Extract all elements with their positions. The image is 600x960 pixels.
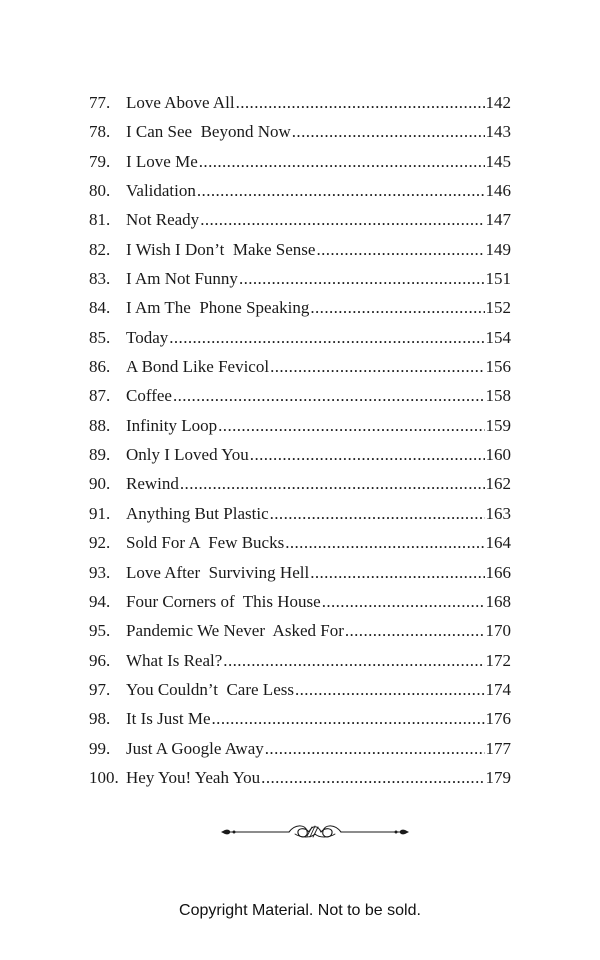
- dot-leader: [265, 734, 485, 763]
- toc-entry-number: 85.: [89, 327, 111, 347]
- toc-entry[interactable]: [89, 147, 511, 176]
- ornament-left-curl: [289, 826, 309, 837]
- toc-entry-number: 86.: [89, 357, 111, 377]
- dot-leader: [285, 528, 484, 557]
- dot-leader: [197, 176, 485, 205]
- toc-entry-number: 97.: [89, 679, 111, 699]
- ornament-divider-icon: [219, 820, 411, 844]
- toc-entry-page: 146: [485, 181, 511, 201]
- dot-leader: [261, 763, 484, 792]
- toc-entry[interactable]: [89, 704, 511, 733]
- dot-leader: [218, 411, 484, 440]
- toc-entry-title: It Is Just Me: [126, 709, 211, 729]
- dot-leader: [173, 381, 485, 410]
- dot-leader: [310, 558, 484, 587]
- dot-leader: [200, 205, 484, 234]
- dot-leader: [310, 293, 484, 322]
- toc-entry[interactable]: [89, 264, 511, 293]
- toc-entry-title: Just A Google Away: [126, 738, 264, 758]
- toc-entry-number: 83.: [89, 269, 111, 289]
- toc-entry-number: 98.: [89, 709, 111, 729]
- toc-entry[interactable]: [89, 587, 511, 616]
- toc-entry-number: 88.: [89, 415, 111, 435]
- dot-leader: [270, 499, 485, 528]
- toc-entry-title: A Bond Like Fevicol: [126, 357, 270, 377]
- toc-entry[interactable]: [89, 558, 511, 587]
- toc-entry-title: Today: [126, 327, 169, 347]
- toc-entry-page: 142: [485, 93, 511, 112]
- ornament-right-curl: [321, 826, 341, 837]
- toc-entry-title: You Couldn’t Care Less: [126, 679, 294, 699]
- toc-entry[interactable]: [89, 411, 511, 440]
- toc-entry-title: I Wish I Don’t Make Sense: [126, 239, 316, 259]
- toc-entry-title: Coffee: [126, 386, 172, 406]
- toc-entry-title: Pandemic We Never Asked For: [126, 621, 344, 641]
- toc-entry-page: 158: [485, 386, 511, 406]
- ornament-underline: [295, 834, 335, 837]
- toc-entry-page: 159: [485, 415, 511, 435]
- toc-entry-page: 162: [485, 474, 511, 494]
- toc-entry-number: 82.: [89, 239, 111, 259]
- toc-entry-page: 154: [485, 327, 511, 347]
- toc-entry-title: I Am Not Funny: [126, 269, 238, 289]
- toc-entry[interactable]: [89, 176, 511, 205]
- toc-entry-title: Love Above All: [126, 93, 235, 112]
- dot-leader: [180, 469, 485, 498]
- toc-entry-number: 91.: [89, 503, 111, 523]
- dot-leader: [169, 323, 484, 352]
- toc-entry-page: 151: [485, 269, 511, 289]
- toc-entry-page: 147: [485, 210, 511, 230]
- toc-entry-title: Rewind: [126, 474, 179, 494]
- toc-entry-number: 87.: [89, 386, 111, 406]
- toc-entry[interactable]: [89, 528, 511, 557]
- toc-entry-page: 164: [485, 533, 511, 553]
- toc-entry-number: 77.: [89, 93, 111, 112]
- toc-entry[interactable]: [89, 352, 511, 381]
- dot-leader: [292, 117, 485, 146]
- toc-entry[interactable]: [89, 235, 511, 264]
- dot-leader: [199, 147, 485, 176]
- toc-entry[interactable]: [89, 646, 511, 675]
- toc-entry-page: 152: [485, 298, 511, 318]
- toc-entry-title: Love After Surviving Hell: [126, 562, 310, 582]
- dot-leader: [270, 352, 484, 381]
- toc-entry-title: Hey You! Yeah You: [126, 767, 261, 787]
- toc-entry-title: Infinity Loop: [126, 415, 218, 435]
- toc-entry-title: Four Corners of This House: [126, 591, 321, 611]
- toc-entry-page: 172: [485, 650, 511, 670]
- toc-entry-page: 176: [485, 709, 511, 729]
- toc-entry[interactable]: [89, 205, 511, 234]
- toc-entry-title: I Can See Beyond Now: [126, 122, 291, 142]
- toc-entry-number: 89.: [89, 445, 111, 465]
- toc-entry-number: 84.: [89, 298, 111, 318]
- copyright-footer: Copyright Material. Not to be sold.: [179, 902, 421, 919]
- toc-entry-number: 99.: [89, 738, 111, 758]
- dot-leader: [212, 704, 485, 733]
- toc-entry-page: 174: [485, 679, 511, 699]
- toc-entry-page: 143: [485, 122, 511, 142]
- toc-entry-title: Validation: [126, 181, 196, 201]
- toc-entry-page: 166: [485, 562, 511, 582]
- toc-entry[interactable]: [89, 117, 511, 146]
- toc-entry-number: 95.: [89, 621, 111, 641]
- toc-entry-page: 149: [485, 239, 511, 259]
- dot-leader: [223, 646, 484, 675]
- dot-leader: [295, 675, 485, 704]
- toc-entry-title: I Love Me: [126, 151, 198, 171]
- ornament-left-tip: [221, 830, 225, 834]
- toc-entry-number: 79.: [89, 151, 111, 171]
- toc-entry-number: 90.: [89, 474, 111, 494]
- toc-entry-title: Only I Loved You: [126, 445, 249, 465]
- toc-entry-title: I Am The Phone Speaking: [126, 298, 310, 318]
- toc-entry-number: 100.: [89, 767, 119, 787]
- toc-entry-number: 94.: [89, 591, 111, 611]
- toc-entry[interactable]: [89, 675, 511, 704]
- toc-entry-page: 179: [485, 767, 511, 787]
- dot-leader: [316, 235, 484, 264]
- toc-entry-title: Not Ready: [126, 210, 200, 230]
- toc-entry-page: 156: [485, 357, 511, 377]
- toc-entry-number: 92.: [89, 533, 111, 553]
- toc-entry-number: 80.: [89, 181, 111, 201]
- dot-leader: [236, 88, 485, 117]
- table-of-contents: [89, 88, 511, 792]
- toc-entry[interactable]: [89, 734, 511, 763]
- toc-entry[interactable]: [89, 440, 511, 469]
- toc-entry[interactable]: [89, 293, 511, 322]
- toc-entry-number: 96.: [89, 650, 111, 670]
- toc-entry-page: 160: [485, 445, 511, 465]
- toc-entry-title: Anything But Plastic: [126, 503, 269, 523]
- toc-entry-page: 170: [485, 621, 511, 641]
- toc-entry[interactable]: [89, 616, 511, 645]
- dot-leader: [322, 587, 485, 616]
- toc-entry-number: 78.: [89, 122, 111, 142]
- dot-leader: [250, 440, 485, 469]
- toc-entry[interactable]: [89, 469, 511, 498]
- toc-entry[interactable]: [89, 88, 511, 117]
- toc-entry[interactable]: [89, 323, 511, 352]
- toc-entry-number: 81.: [89, 210, 111, 230]
- toc-entry[interactable]: [89, 381, 511, 410]
- dot-leader: [345, 616, 485, 645]
- toc-entry[interactable]: [89, 499, 511, 528]
- toc-entry-page: 168: [485, 591, 511, 611]
- toc-entry[interactable]: [89, 763, 511, 792]
- toc-entry-number: 93.: [89, 562, 111, 582]
- ornament-right-tip: [405, 830, 409, 834]
- toc-entry-page: 163: [485, 503, 511, 523]
- toc-entry-page: 177: [485, 738, 511, 758]
- toc-entry-title: What Is Real?: [126, 650, 223, 670]
- toc-entry-title: Sold For A Few Bucks: [126, 533, 285, 553]
- dot-leader: [239, 264, 485, 293]
- toc-entry-page: 145: [485, 151, 511, 171]
